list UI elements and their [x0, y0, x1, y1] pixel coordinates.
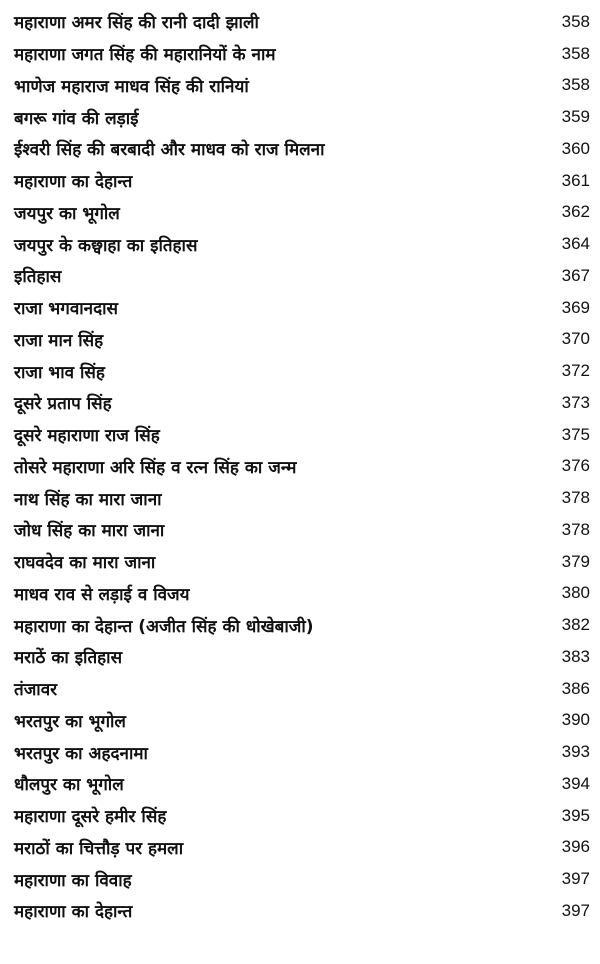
table-of-contents — [14, 6, 594, 927]
toc-entry-page-number: 397 — [561, 869, 590, 889]
toc-entry-title: राजा मान सिंह — [14, 330, 104, 351]
toc-entry-page-number: 386 — [561, 678, 590, 698]
toc-entry-page-number: 380 — [561, 583, 590, 603]
toc-entry — [14, 451, 594, 483]
toc-entry — [14, 165, 594, 197]
toc-entry-title: तोसरे महाराणा अरि सिंह व रत्न सिंह का जन्म — [14, 457, 297, 478]
toc-entry — [14, 6, 594, 38]
toc-entry — [14, 736, 594, 768]
toc-entry-page-number: 370 — [561, 329, 590, 349]
toc-entry — [14, 419, 594, 451]
toc-entry-page-number: 395 — [561, 805, 590, 825]
toc-entry — [14, 387, 594, 419]
toc-entry — [14, 482, 594, 514]
toc-entry — [14, 673, 594, 705]
toc-entry-title: भरतपुर का अहदनामा — [14, 743, 148, 764]
toc-entry-page-number: 379 — [561, 551, 590, 571]
toc-entry-title: ईश्वरी सिंह की बरबादी और माधव को राज मिलना — [14, 140, 325, 161]
toc-entry-page-number: 373 — [561, 392, 590, 412]
toc-entry — [14, 38, 594, 70]
toc-entry — [14, 292, 594, 324]
toc-entry-page-number: 396 — [561, 837, 590, 857]
toc-entry-page-number: 378 — [561, 519, 590, 539]
toc-entry-title: राघवदेव का मारा जाना — [14, 553, 156, 574]
toc-entry-page-number: 390 — [561, 710, 590, 730]
toc-entry — [14, 832, 594, 864]
toc-entry — [14, 895, 594, 927]
toc-entry-page-number: 362 — [561, 202, 590, 222]
toc-entry-title: नाथ सिंह का मारा जाना — [14, 489, 162, 510]
toc-entry-page-number: 367 — [561, 265, 590, 285]
toc-entry-title: माधव राव से लड़ाई व विजय — [14, 584, 190, 605]
toc-entry — [14, 641, 594, 673]
toc-entry-page-number: 364 — [561, 234, 590, 254]
toc-entry-title: महाराणा जगत सिंह की महारानियों के नाम — [14, 45, 276, 66]
toc-entry — [14, 101, 594, 133]
toc-entry-page-number: 369 — [561, 297, 590, 317]
toc-entry-page-number: 397 — [561, 900, 590, 920]
toc-entry-title: दूसरे महाराणा राज सिंह — [14, 426, 160, 447]
toc-entry-page-number: 361 — [561, 170, 590, 190]
toc-entry — [14, 768, 594, 800]
toc-entry — [14, 514, 594, 546]
toc-entry-title: जयपुर का भूगोल — [14, 203, 120, 224]
toc-entry-page-number: 393 — [561, 742, 590, 762]
toc-entry-title: महाराणा का विवाह — [14, 870, 132, 891]
toc-entry-page-number: 383 — [561, 646, 590, 666]
toc-entry — [14, 260, 594, 292]
toc-entry — [14, 133, 594, 165]
toc-entry-title: महाराणा अमर सिंह की रानी दादी झाली — [14, 13, 259, 34]
toc-entry — [14, 800, 594, 832]
toc-entry-title: राजा भाव सिंह — [14, 362, 105, 383]
toc-entry — [14, 578, 594, 610]
toc-entry-title: महाराणा का देहान्त (अजीत सिंह की धोखेबाजी) — [14, 616, 314, 637]
toc-entry-page-number: 376 — [561, 456, 590, 476]
toc-entry — [14, 70, 594, 102]
toc-entry-title: महाराणा का देहान्त — [14, 902, 133, 923]
toc-entry-title: महाराणा दूसरे हमीर सिंह — [14, 807, 167, 828]
toc-entry — [14, 546, 594, 578]
toc-entry-title: बगरू गांव की लड़ाई — [14, 108, 139, 129]
toc-entry-title: मराठों का चित्तौड़ पर हमला — [14, 838, 184, 859]
toc-entry-page-number: 394 — [561, 773, 590, 793]
toc-entry-title: इतिहास — [14, 267, 62, 288]
toc-entry-title: तंजावर — [14, 680, 58, 701]
toc-entry-page-number: 358 — [561, 11, 590, 31]
toc-entry-title: धौलपुर का भूगोल — [14, 775, 124, 796]
toc-entry-page-number: 358 — [561, 75, 590, 95]
toc-entry-page-number: 360 — [561, 138, 590, 158]
toc-entry-page-number: 382 — [561, 615, 590, 635]
toc-entry — [14, 324, 594, 356]
toc-entry-page-number: 358 — [561, 43, 590, 63]
toc-entry-title: जयपुर के कछ्वाहा का इतिहास — [14, 235, 198, 256]
toc-entry-page-number: 378 — [561, 488, 590, 508]
toc-entry — [14, 228, 594, 260]
toc-entry-title: दूसरे प्रताप सिंह — [14, 394, 112, 415]
toc-entry-title: मराठें का इतिहास — [14, 648, 123, 669]
toc-entry-page-number: 375 — [561, 424, 590, 444]
toc-entry — [14, 705, 594, 737]
toc-entry-title: जोध सिंह का मारा जाना — [14, 521, 165, 542]
toc-entry — [14, 863, 594, 895]
toc-entry — [14, 355, 594, 387]
toc-entry-title: भरतपुर का भूगोल — [14, 711, 126, 732]
toc-entry-page-number: 359 — [561, 107, 590, 127]
toc-entry — [14, 609, 594, 641]
toc-entry — [14, 197, 594, 229]
toc-entry-page-number: 372 — [561, 361, 590, 381]
toc-entry-title: भाणेज महाराज माधव सिंह की रानियां — [14, 76, 249, 97]
toc-entry-title: महाराणा का देहान्त — [14, 172, 133, 193]
toc-entry-title: राजा भगवानदास — [14, 299, 119, 320]
